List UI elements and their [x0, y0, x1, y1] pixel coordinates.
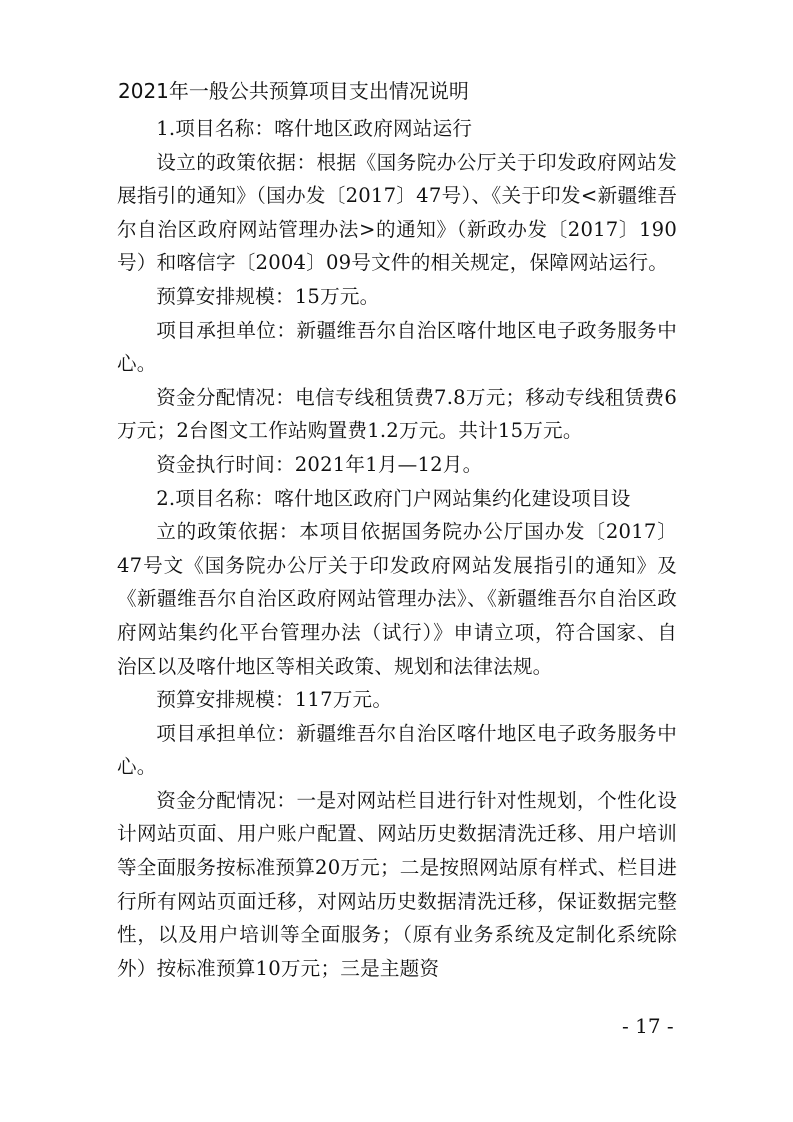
- paragraph-project-1-name: 1.项目名称：喀什地区政府网站运行: [156, 117, 473, 140]
- paragraph-project-2-allocation: 资金分配情况：一是对网站栏目进行针对性规划，个性化设计网站页面、用户账户配置、网站历史数据清洗迁移、用户培训等全面服务按标准预算20万元；二是按照网站原有样式、栏目进行所有网站页面迁移，对网站历史数据清洗迁移，保证数据完整性，以及用户培训等全面服务；（原有业务系统及定制化系统除外）按标准预算10万元；三是主题资: [117, 788, 677, 980]
- document-body: [117, 112, 677, 985]
- paragraph-project-2-unit: 项目承担单位：新疆维吾尔自治区喀什地区电子政务服务中心。: [117, 721, 677, 779]
- paragraph-project-1-policy: 设立的政策依据：根据《国务院办公厅关于印发政府网站发展指引的通知》（国办发〔2017〕47号）、《关于印发<新疆维吾尔自治区政府网站管理办法>的通知》（新政办发〔2017〕190号）和喀信字〔2004〕09号文件的相关规定，保障网站运行。: [117, 150, 677, 275]
- paragraph-project-1-allocation: 资金分配情况：电信专线租赁费7.8万元；移动专线租赁费6万元；2台图文工作站购置费1.2万元。共计15万元。: [117, 385, 677, 443]
- page-number: - 17 -: [622, 1014, 674, 1038]
- document-title: 2021年一般公共预算项目支出情况说明: [118, 79, 469, 103]
- paragraph-project-2-policy: 立的政策依据：本项目依据国务院办公厅国办发〔2017〕47号文《国务院办公厅关于印发政府网站发展指引的通知》及《新疆维吾尔自治区政府网站管理办法》、《新疆维吾尔自治区政府网站集约化平台管理办法（试行）》申请立项，符合国家、自治区以及喀什地区等相关政策、规划和法律法规。: [117, 520, 677, 678]
- paragraph-project-1-unit: 项目承担单位：新疆维吾尔自治区喀什地区电子政务服务中心。: [117, 318, 677, 376]
- paragraph-project-2-name: 2.项目名称：喀什地区政府门户网站集约化建设项目设: [156, 486, 631, 510]
- paragraph-project-1-time: 资金执行时间：2021年1月—12月。: [156, 452, 483, 476]
- paragraph-project-1-budget: 预算安排规模：15万元。: [156, 284, 380, 308]
- paragraph-project-2-budget: 预算安排规模：117万元。: [156, 688, 393, 712]
